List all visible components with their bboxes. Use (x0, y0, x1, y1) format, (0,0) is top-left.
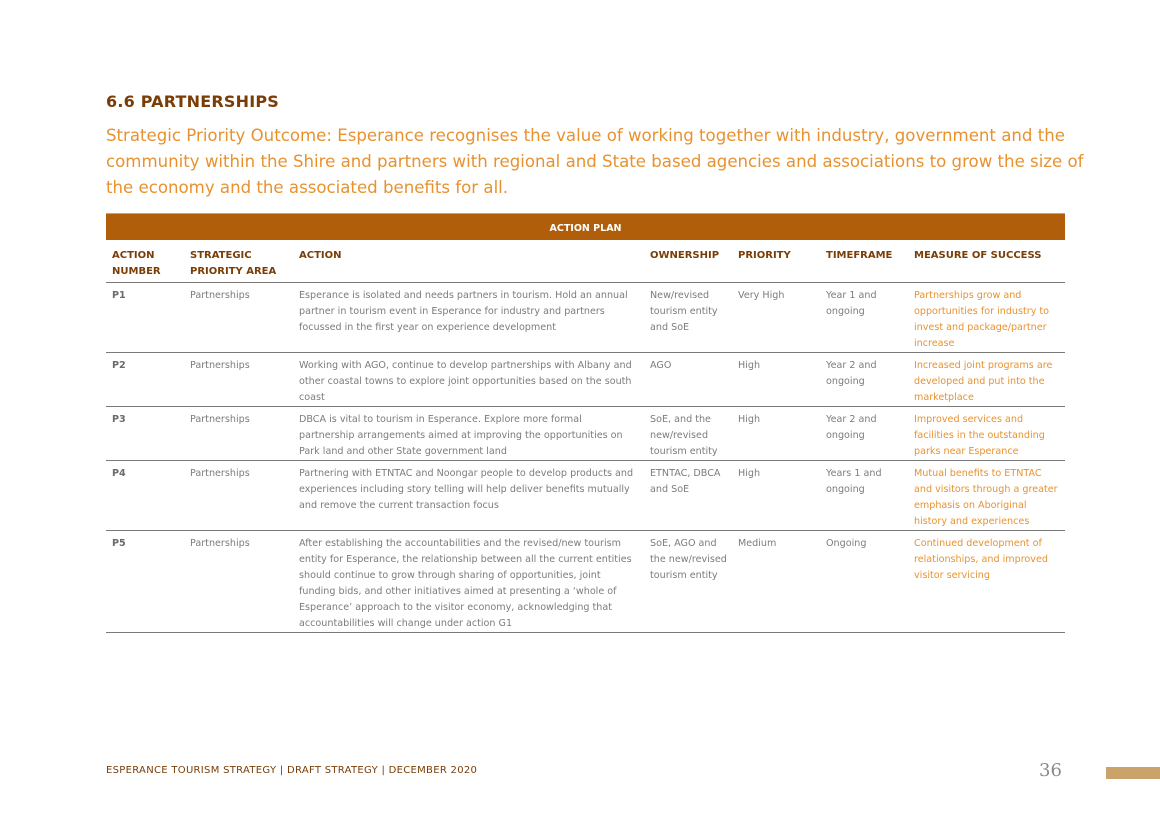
header-ownership: OWNERSHIP (650, 250, 720, 261)
cell-timeframe: Ongoing (820, 531, 908, 633)
table-row (106, 353, 1065, 407)
cell-action-number: P2 (106, 353, 184, 407)
header-measure-of-success: MEASURE OF SUCCESS (914, 250, 1042, 261)
document-footer: ESPERANCE TOURISM STRATEGY | DRAFT STRATEGY | DECEMBER 2020 (106, 765, 478, 776)
cell-action-number: P5 (106, 531, 184, 633)
cell-action: Esperance is isolated and needs partners in tourism. Hold an annual partner in tourism event in Esperance for industry and partners focussed in the first year on experience development (293, 283, 644, 353)
cell-measure: Partnerships grow and opportunities for industry to invest and package/partner increase (908, 283, 1065, 353)
header-action: ACTION (299, 250, 342, 261)
cell-ownership: ETNTAC, DBCA and SoE (644, 461, 732, 531)
cell-area: Partnerships (184, 407, 293, 461)
cell-action: Partnering with ETNTAC and Noongar people to develop products and experiences including story telling will help deliver benefits mutually and remove the current transaction focus (293, 461, 644, 531)
cell-ownership: SoE, AGO and the new/revised tourism entity (644, 531, 732, 633)
cell-measure: Mutual benefits to ETNTAC and visitors through a greater emphasis on Aboriginal history and experiences (908, 461, 1065, 531)
cell-ownership: AGO (644, 353, 732, 407)
table-row (106, 407, 1065, 461)
cell-ownership: New/revised tourism entity and SoE (644, 283, 732, 353)
header-strategic-priority-area: STRATEGIC PRIORITY AREA (190, 250, 277, 277)
cell-timeframe: Year 1 and ongoing (820, 283, 908, 353)
cell-measure: Continued development of relationships, and improved visitor servicing (908, 531, 1065, 633)
strategic-priority-outcome: Strategic Priority Outcome: Esperance recognises the value of working together with industry, government and the community within the Shire and partners with regional and State based agencies and associations to grow the size of the economy and the associated benefits for all. (106, 126, 1084, 197)
cell-timeframe: Years 1 and ongoing (820, 461, 908, 531)
cell-priority: Medium (732, 531, 820, 633)
decorative-corner-bar (1106, 767, 1160, 779)
header-priority: PRIORITY (738, 250, 791, 261)
page-number: 36 (1039, 760, 1062, 781)
cell-timeframe: Year 2 and ongoing (820, 353, 908, 407)
header-timeframe: TIMEFRAME (826, 250, 893, 261)
cell-priority: Very High (732, 283, 820, 353)
table-row (106, 283, 1065, 353)
action-plan-table (106, 213, 1065, 633)
table-row (106, 461, 1065, 531)
cell-action-number: P4 (106, 461, 184, 531)
cell-action-number: P1 (106, 283, 184, 353)
cell-ownership: SoE, and the new/revised tourism entity (644, 407, 732, 461)
cell-action: DBCA is vital to tourism in Esperance. Explore more formal partnership arrangements aimed at improving the opportunities on Park land and other State government land (293, 407, 644, 461)
cell-priority: High (732, 407, 820, 461)
action-plan-band: ACTION PLAN (106, 213, 1065, 240)
cell-area: Partnerships (184, 531, 293, 633)
section-title: 6.6 PARTNERSHIPS (106, 92, 280, 111)
cell-action: Working with AGO, continue to develop partnerships with Albany and other coastal towns to explore joint opportunities based on the south coast (293, 353, 644, 407)
table-header-row (106, 240, 1065, 283)
cell-area: Partnerships (184, 283, 293, 353)
cell-measure: Increased joint programs are developed and put into the marketplace (908, 353, 1065, 407)
header-action-number: ACTION NUMBER (112, 250, 161, 277)
cell-area: Partnerships (184, 461, 293, 531)
cell-priority: High (732, 353, 820, 407)
cell-priority: High (732, 461, 820, 531)
cell-action: After establishing the accountabilities and the revised/new tourism entity for Esperance, the relationship between all the current entities should continue to grow through sharing of opportunities, joint funding bids, and other initiatives aimed at presenting a ‘whole of Esperance’ approach to the visitor economy, acknowledging that accountabilities will change under action G1 (293, 531, 644, 633)
cell-action-number: P3 (106, 407, 184, 461)
table-row (106, 531, 1065, 633)
cell-timeframe: Year 2 and ongoing (820, 407, 908, 461)
cell-area: Partnerships (184, 353, 293, 407)
cell-measure: Improved services and facilities in the outstanding parks near Esperance (908, 407, 1065, 461)
